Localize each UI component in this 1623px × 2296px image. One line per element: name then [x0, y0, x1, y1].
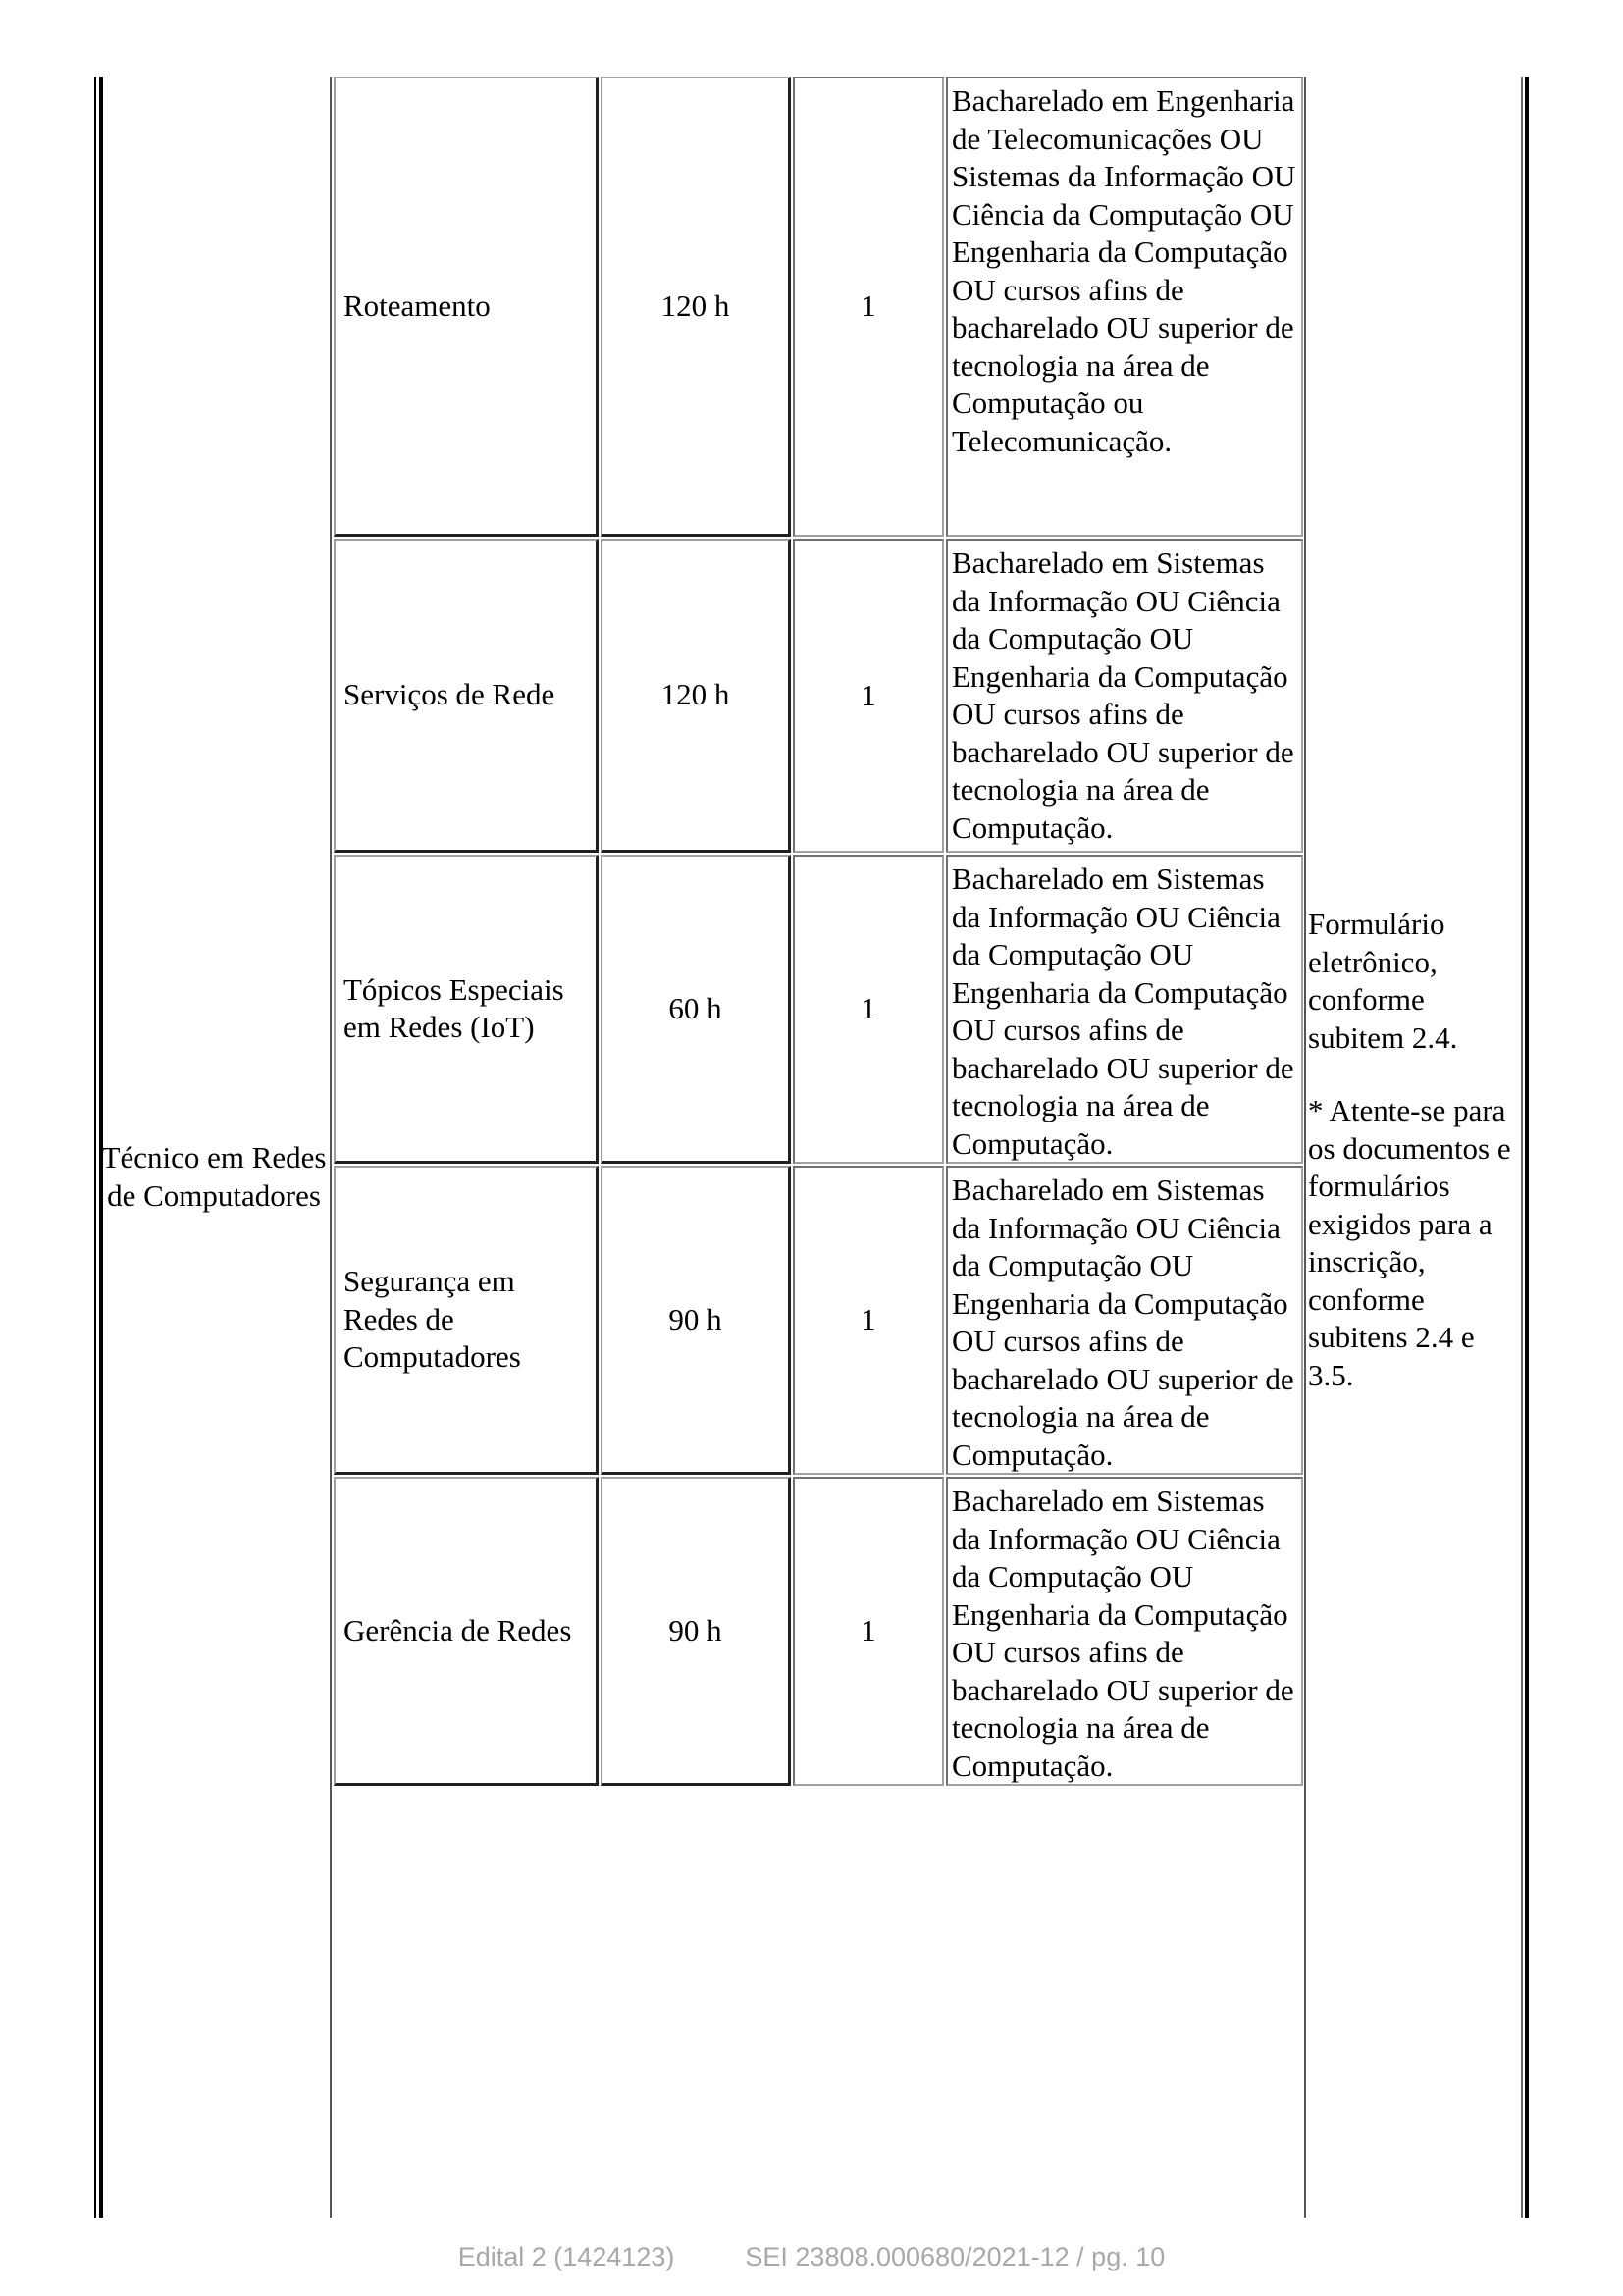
formacao-text: Bacharelado em Sistemas da Informação OU Ciência da Computação OU Engenharia da Computação OU cursos afins de bacharelado OU superior de tecnologia na área de Computação.: [952, 1484, 1294, 1783]
table-cell-carga: [601, 855, 791, 1164]
table-cell-formacao: [946, 539, 1303, 853]
table-cell-vagas: [793, 539, 944, 853]
vagas-text: 1: [861, 288, 876, 324]
table-cell-vagas: [793, 1477, 944, 1786]
vagas-text: 1: [861, 677, 876, 712]
footer-sei-page: SEI 23808.000680/2021-12 / pg. 10: [745, 2242, 1166, 2271]
table-cell-carga: [601, 1477, 791, 1786]
disciplina-text: Tópicos Especiais em Redes (IoT): [343, 971, 564, 1044]
table-cell-disciplina: [334, 1477, 599, 1786]
formacao-text: Bacharelado em Sistemas da Informação OU Ciência da Computação OU Engenharia da Computação OU cursos afins de bacharelado OU superior de tecnologia na área de Computação.: [952, 1173, 1294, 1472]
table-border-left: [94, 77, 96, 2218]
column-divider: [1304, 77, 1306, 2218]
carga-text: 120 h: [660, 287, 730, 323]
disciplina-text: Gerência de Redes: [343, 1612, 572, 1647]
table-cell-disciplina: [334, 77, 599, 537]
inscricao-attention-note: * Atente-se para os documentos e formulários exigidos para a inscrição, conforme subitens 2.4 e 3.5.: [1308, 1093, 1511, 1392]
vagas-text: 1: [861, 1613, 876, 1648]
course-name: Técnico em Redes de Computadores: [101, 1140, 327, 1213]
table-cell-vagas: [793, 77, 944, 537]
table-cell-formacao: [946, 1477, 1303, 1786]
table-cell-disciplina: [334, 539, 599, 853]
table-border-right-inner: [1521, 77, 1523, 2218]
disciplina-text: Segurança em Redes de Computadores: [343, 1264, 521, 1375]
table-cell-vagas: [793, 855, 944, 1164]
carga-text: 90 h: [668, 1612, 722, 1647]
disciplina-text: Serviços de Rede: [343, 677, 555, 712]
disciplina-text: Roteamento: [343, 287, 491, 323]
table-cell-formacao: [946, 1166, 1303, 1475]
formacao-text: Bacharelado em Sistemas da Informação OU Ciência da Computação OU Engenharia da Computação OU cursos afins de bacharelado OU superior de tecnologia na área de Computação.: [952, 546, 1294, 845]
carga-text: 90 h: [668, 1301, 722, 1336]
table-cell-carga: [601, 1166, 791, 1475]
carga-text: 60 h: [668, 990, 722, 1025]
inscricao-instructions: [1308, 906, 1514, 1394]
table-cell-carga: [601, 77, 791, 537]
table-border-right: [1525, 77, 1529, 2218]
table-cell-disciplina: [334, 1166, 599, 1475]
column-divider: [330, 77, 332, 2218]
carga-text: 120 h: [660, 677, 730, 712]
inscricao-form-note: Formulário eletrônico, conforme subitem 2.4.: [1308, 907, 1458, 1055]
vagas-text: 1: [861, 1302, 876, 1337]
table-cell-disciplina: [334, 855, 599, 1164]
formacao-text: Bacharelado em Engenharia de Telecomunicações OU Sistemas da Informação OU Ciência da Computação OU Engenharia da Computação OU cursos afins de bacharelado OU superior de tecnologia na área de Computação ou Telecomunicação.: [952, 83, 1296, 458]
table-cell-formacao: [946, 855, 1303, 1164]
footer-document-id: Edital 2 (1424123): [457, 2242, 675, 2271]
table-cell-formacao: [946, 77, 1303, 537]
formacao-text: Bacharelado em Sistemas da Informação OU Ciência da Computação OU Engenharia da Computação OU cursos afins de bacharelado OU superior de tecnologia na área de Computação.: [952, 861, 1294, 1161]
table-cell-carga: [601, 539, 791, 853]
table-cell-vagas: [793, 1166, 944, 1475]
vagas-text: 1: [861, 991, 876, 1026]
page-footer: [0, 2242, 1623, 2272]
